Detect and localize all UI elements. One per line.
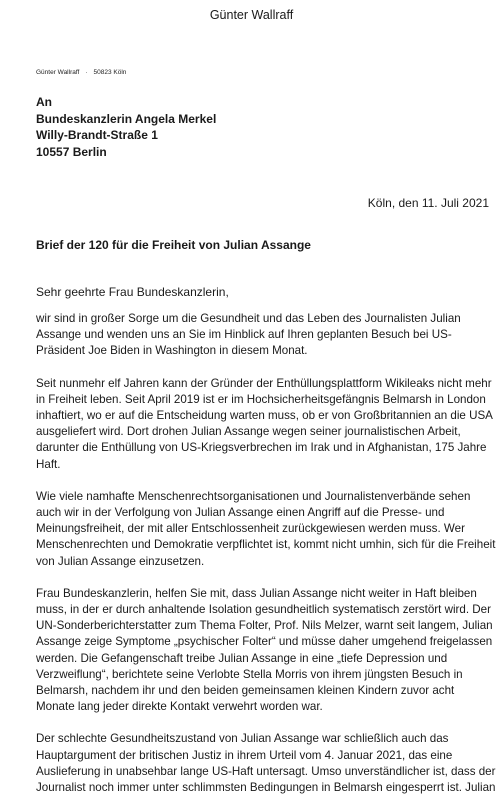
body-paragraph: Wie viele namhafte Menschenrechtsorganisationen und Journalistenverbände sehen auch wir in der Verfolgung von Julian Assange einen Angriff auf die Presse- und Meinungsfreiheit, der mit aller Entschlossenheit zurückgewiesen werden muss. Wer Menschenrechten und Demokratie verpflichtet ist, kommt nicht umhin, sich für die Freiheit von Julian Assange einzusetzen. bbox=[36, 489, 496, 568]
recipient-address bbox=[36, 94, 216, 160]
letter-subject: Brief der 120 für die Freiheit von Julian Assange bbox=[36, 238, 311, 252]
recipient-street: Willy-Brandt-Straße 1 bbox=[36, 128, 158, 142]
sender-separator: · bbox=[85, 69, 88, 76]
letterhead-name: Günter Wallraff bbox=[209, 8, 294, 22]
sender-city: 50823 Köln bbox=[93, 69, 127, 76]
body-paragraph: Frau Bundeskanzlerin, helfen Sie mit, dass Julian Assange nicht weiter in Haft bleiben muss, in der er durch anhaltende Isolation gesundheitlich systematisch zerstört wird. Der UN-Sonderberichterstatter zum Thema Folter, Prof. Nils Melzer, warnt seit langem, Julian Assange zeige Symptome „psychischer Folter“ und müsse daher umgehend freigelassen werden. Die Gefangenschaft treibe Julian Assange in eine „tiefe Depression und Verzweiflung“, berichtete seine Verlobte Stella Morris von ihrem jüngsten Besuch in Belmarsh, nachdem ihr und den beiden gemeinsamen kleinen Kindern zuvor acht Monate lang jeder direkte Kontakt verwehrt worden war. bbox=[36, 586, 493, 714]
recipient-salutation: An bbox=[36, 95, 52, 109]
sender-return-address bbox=[36, 69, 126, 76]
sender-name: Günter Wallraff bbox=[36, 69, 80, 76]
letter-body bbox=[36, 311, 496, 812]
recipient-name: Bundeskanzlerin Angela Merkel bbox=[36, 111, 217, 126]
letter-salutation: Sehr geehrte Frau Bundeskanzlerin, bbox=[36, 285, 229, 299]
body-paragraph: Seit nunmehr elf Jahren kann der Gründer der Enthüllungsplattform Wikileaks nicht mehr in Freiheit leben. Seit April 2019 ist er im Hochsicherheitsgefängnis Belmarsh in London inhaftiert, wo er auf die Entscheidung warten muss, ob er von Großbritannien an die USA ausgeliefert wird. Dort drohen Julian Assange wegen seiner journalistischen Arbeit, darunter die Enthüllung von US-Kriegsverbrechen im Irak und in Afghanistan, 175 Jahre Haft. bbox=[36, 376, 493, 471]
body-paragraph: wir sind in großer Sorge um die Gesundheit und das Leben des Journalisten Julian Assange und wenden uns an Sie im Hinblick auf Ihren geplanten Besuch bei US-Präsident Joe Biden in Washington in diesem Monat. bbox=[36, 312, 461, 358]
body-paragraph: Der schlechte Gesundheitszustand von Julian Assange war schließlich auch das Hauptargument der britischen Justiz in ihrem Urteil vom 4. Januar 2021, das eine Auslieferung in unabsehbar lange US-Haft untersagt. Umso unverständlicher ist, dass der Journalist noch immer unter schlimmsten Bedingungen in Belmarsh eingesperrt ist. Julian bbox=[36, 732, 496, 795]
recipient-city: 10557 Berlin bbox=[36, 144, 107, 159]
letter-date: Köln, den 11. Juli 2021 bbox=[367, 196, 489, 210]
